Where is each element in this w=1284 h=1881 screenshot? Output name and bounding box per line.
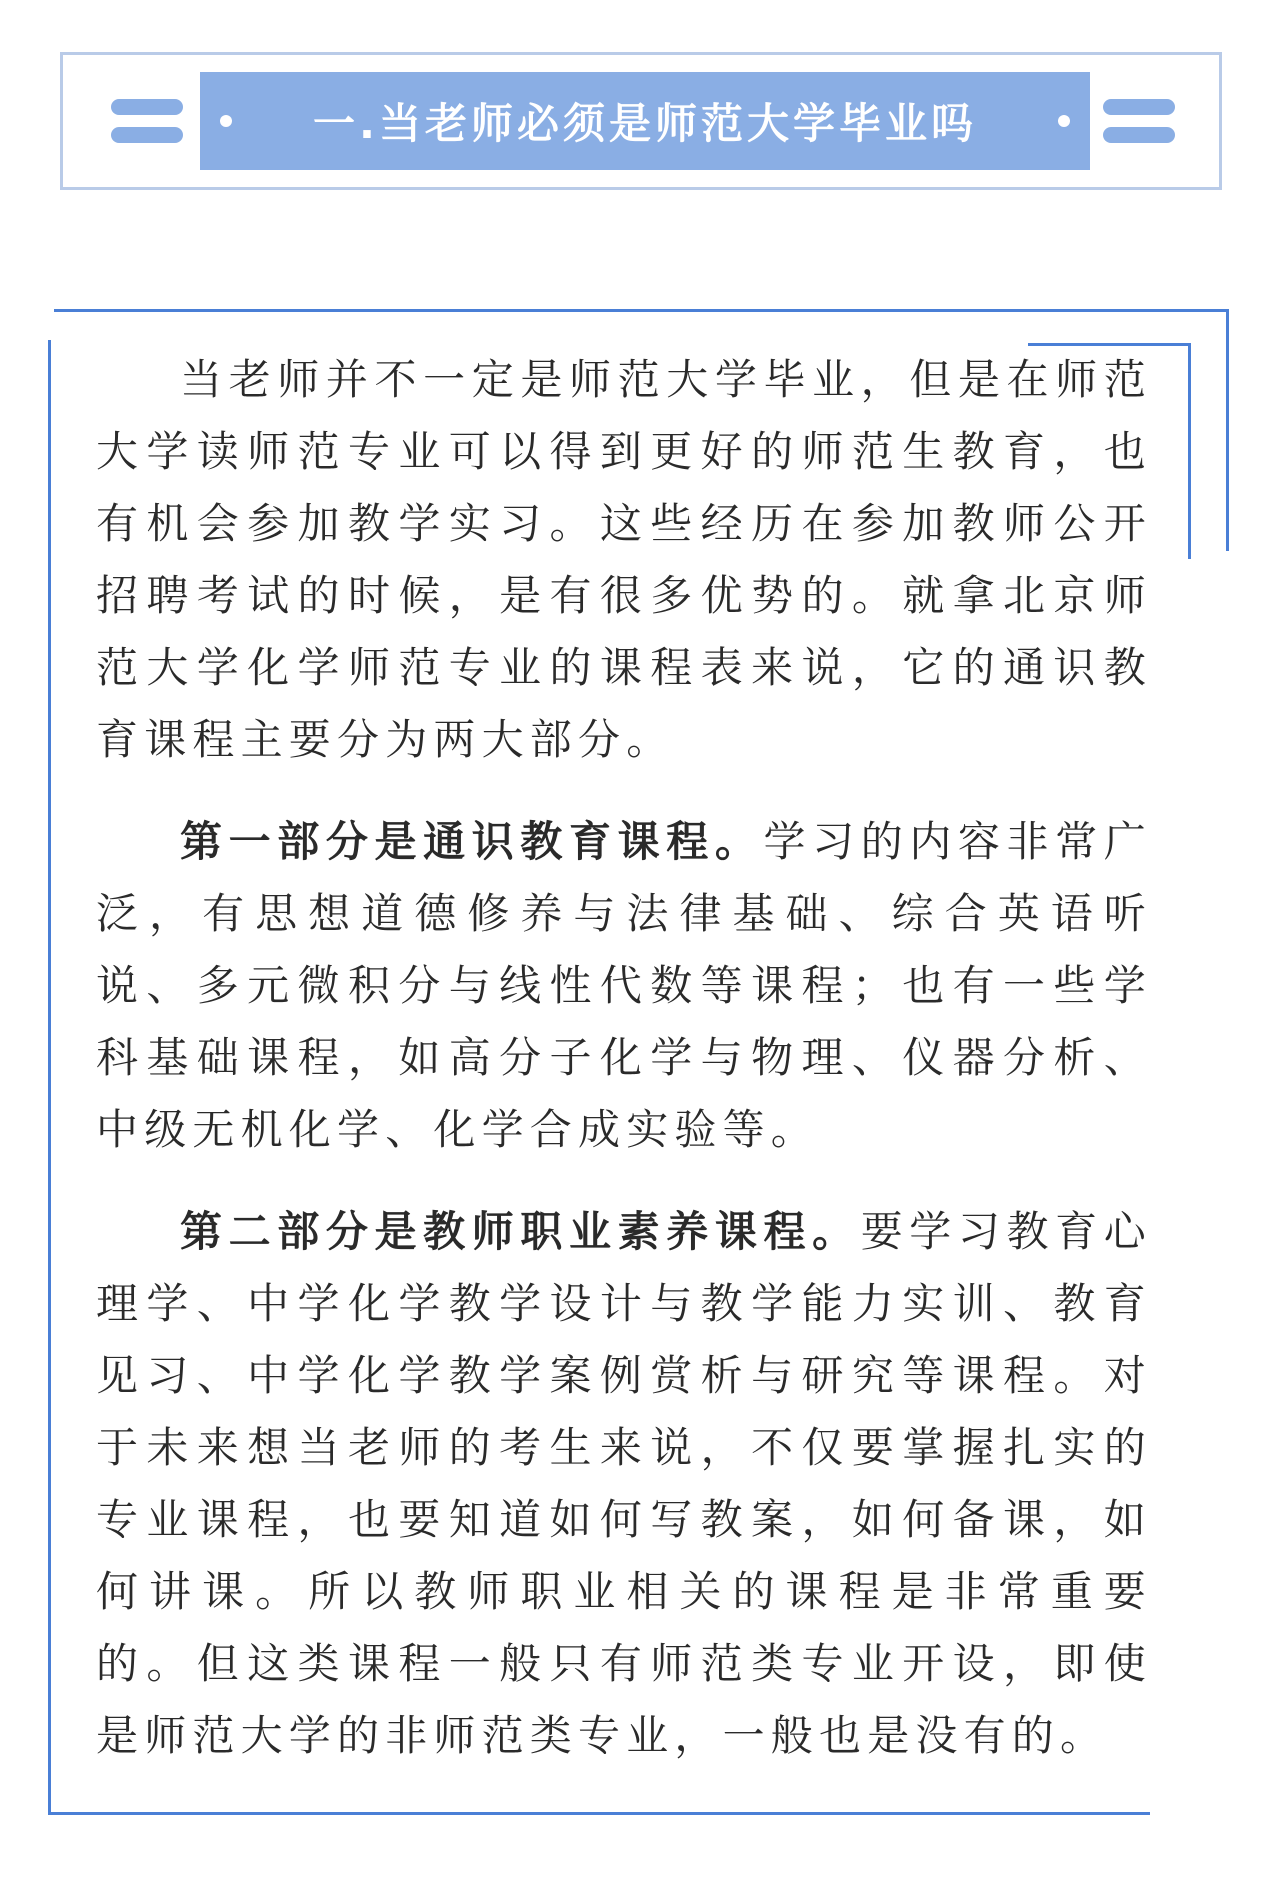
decorative-bars-left	[111, 99, 183, 155]
title-block	[200, 72, 1090, 170]
decorative-bars-right	[1103, 99, 1175, 155]
paragraph-teacher-courses: 第二部分是教师职业素养课程。要学习教育心理学、中学化学教学设计与教学能力实训、教育见习、中学化学教学案例赏析与研究等课程。对于未来想当老师的考生来说，不仅要掌握扎实的专业课程，也要知道如何写教案，如何备课，如何讲课。所以教师职业相关的课程是非常重要的。但这类课程一般只有师范类专业开设，即使是师范大学的非师范类专业，一般也是没有的。	[96, 1207, 1152, 1760]
paragraph-lead: 第二部分是教师职业素养课程。	[180, 1207, 861, 1256]
article-body	[96, 344, 1152, 1772]
dot-icon	[1058, 115, 1070, 127]
paragraph-intro: 当老师并不一定是师范大学毕业，但是在师范大学读师范专业可以得到更好的师范生教育，也有机会参加教学实习。这些经历在参加教师公开招聘考试的时候，是有很多优势的。就拿北京师范大学化学师范专业的课程表来说，它的通识教育课程主要分为两大部分。	[96, 355, 1152, 764]
paragraph-lead: 第一部分是通识教育课程。	[180, 817, 764, 866]
section-title: 一.当老师必须是师范大学毕业吗	[313, 99, 977, 148]
section-header	[60, 52, 1222, 190]
dot-icon	[220, 115, 232, 127]
paragraph-general-education: 第一部分是通识教育课程。学习的内容非常广泛，有思想道德修养与法律基础、综合英语听说、多元微积分与线性代数等课程；也有一些学科基础课程，如高分子化学与物理、仪器分析、中级无机化学、化学合成实验等。	[96, 817, 1152, 1154]
